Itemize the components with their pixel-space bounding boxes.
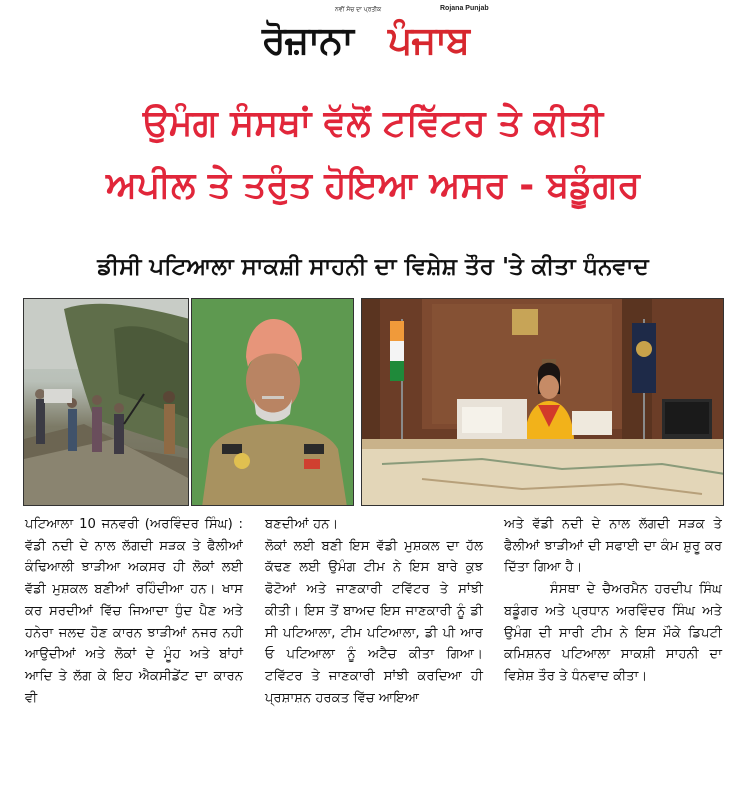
article-column-3-text-a: ਅਤੇ ਵੱਡੀ ਨਦੀ ਦੇ ਨਾਲ ਲੱਗਦੀ ਸੜਕ ਤੇ ਫੈਲੀਆਂ ਝਾੜੀਆਂ ਦੀ ਸਫਾਈ ਦਾ ਕੰਮ ਸ਼ੁਰੂ ਕਰ ਦਿੱਤਾ ਗਿਆ ਹੈ। [504, 517, 722, 576]
masthead-tagline: ਨਵੀਂ ਸੋਚ ਦਾ ਪ੍ਰਤੀਕ [335, 6, 382, 13]
subheadline: ਡੀਸੀ ਪਟਿਆਲਾ ਸਾਕਸ਼ੀ ਸਾਹਨੀ ਦਾ ਵਿਸ਼ੇਸ਼ ਤੌਰ 'ਤੇ ਕੀਤਾ ਧੰਨਵਾਦ [97, 254, 649, 280]
article-column-2-text-a: ਬਣਦੀਆਂ ਹਨ। [265, 517, 339, 532]
masthead-english-name: Rojana Punjab [440, 5, 489, 12]
masthead [0, 0, 746, 82]
officer-portrait-illustration [192, 299, 354, 506]
headline-line-1: ਉਮੰਗ ਸੰਸਥਾਂ ਵੱਲੋਂ ਟਵਿੱਟਰ ਤੇ ਕੀਤੀ [142, 103, 604, 144]
article-column-2-text-b: ਲੋਕਾਂ ਲਈ ਬਣੀ ਇਸ ਵੱਡੀ ਮੁਸ਼ਕਲ ਦਾ ਹੱਲ ਕੱਢਣ ਲਈ ਉਮੰਗ ਟੀਮ ਨੇ ਇਸ ਬਾਰੇ ਕੁਝ ਫੋਟੋਆਂ ਅਤੇ ਜਾਣਕਾਰੀ ਟਵਿੱਟਰ ਤੇ ਸਾਂਝੀ ਕੀਤੀ। ਇਸ ਤੋਂ ਬਾਅਦ ਇਸ ਜਾਣਕਾਰੀ ਨੂੰ ਡੀ ਸੀ ਪਟਿਆਲਾ, ਟੀਮ ਪਟਿਆਲਾ, ਡੀ ਪੀ ਆਰ ਓ ਪਟਿਆਲਾ ਨੂੰ ਅਟੈਚ ਕੀਤਾ ਗਿਆ। ਟਵਿੱਟਰ ਤੇ ਜਾਣਕਾਰੀ ਸਾਂਝੀ ਕਰਦਿਆ ਹੀ ਪ੍ਰਸ਼ਾਸ਼ਨ ਹਰਕਤ ਵਿੱਚ ਆਇਆ [265, 538, 483, 706]
article-column-2 [265, 514, 483, 709]
dc-office-illustration [362, 299, 724, 506]
article-column-3-text-b: ਸੰਸਥਾ ਦੇ ਚੈਅਰਮੈਨ ਹਰਦੀਪ ਸਿੰਘ ਬਡੂੰਗਰ ਅਤੇ ਪ੍ਰਧਾਨ ਅਰਵਿੰਦਰ ਸਿੰਘ ਅਤੇ ਉਮੰਗ ਦੀ ਸਾਰੀ ਟੀਮ ਨੇ ਇਸ ਮੌਕੇ ਡਿਪਟੀ ਕਮਿਸ਼ਨਰ ਪਟਿਆਲਾ ਸਾਕਸ਼ੀ ਸਾਹਨੀ ਦਾ ਵਿਸ਼ੇਸ਼ ਤੌਰ ਤੇ ਧੰਨਵਾਦ ਕੀਤਾ। [504, 582, 722, 684]
masthead-name-punjab: ਪੰਜਾਬ [388, 18, 469, 62]
article-column-3 [504, 514, 722, 688]
article-column-1 [25, 514, 243, 709]
photo-officer-portrait [191, 298, 354, 506]
article-column-1-text: ਪਟਿਆਲਾ 10 ਜਨਵਰੀ (ਅਰਵਿੰਦਰ ਸਿੰਘ) : ਵੱਡੀ ਨਦੀ ਦੇ ਨਾਲ ਲੱਗਦੀ ਸੜਕ ਤੇ ਫੈਲੀਆਂ ਕੰਢਿਆਲੀ ਝਾੜੀਆ ਅਕਸਰ ਹੀ ਲੋਕਾਂ ਲਈ ਵੱਡੀ ਮੁਸ਼ਕਲ ਬਣੀਆਂ ਰਹਿੰਦੀਆ ਹਨ। ਖਾਸ ਕਰ ਸਰਦੀਆਂ ਵਿੱਚ ਜਿਆਦਾ ਧੁੰਦ ਪੈਣ ਅਤੇ ਹਨੇਰਾ ਜਲਦ ਹੋਣ ਕਾਰਨ ਝਾੜੀਆਂ ਨਜਰ ਨਹੀ ਆਉਦੀਆਂ ਅਤੇ ਲੋਕਾਂ ਦੇ ਮੂੰਹ ਅਤੇ ਬਾਂਹਾਂ ਆਦਿ ਤੇ ਲੱਗ ਕੇ ਇਹ ਐਕਸੀਡੇਂਟ ਦਾ ਕਾਰਨ ਵੀ [25, 517, 243, 706]
photo-dc-office [361, 298, 724, 506]
headline-line-2: ਅਪੀਲ ਤੇ ਤਰੁੰਤ ਹੋਇਆ ਅਸਰ - ਬਡੂੰਗਰ [106, 165, 640, 206]
bush-clearing-illustration [24, 299, 189, 506]
photo-bush-clearing [23, 298, 189, 506]
masthead-name-rojana: ਰੋਜ਼ਾਨਾ [262, 18, 353, 62]
